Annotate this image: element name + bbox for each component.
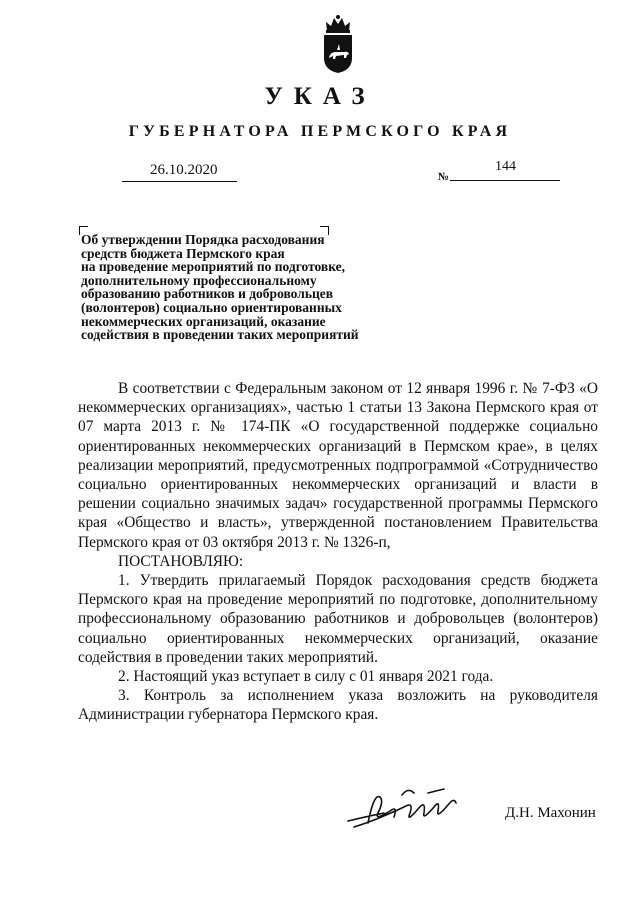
subject-line: (волонтеров) социально ориентированных (81, 299, 342, 315)
number-underline (450, 180, 560, 181)
preamble-paragraph: В соответствии с Федеральным законом от 12 января 1996 г. № 7-ФЗ «О некоммерческих организациях», частью 1 статьи 13 Закона Пермского края от 07 марта 2013 г. № 174-ПК «О государственной поддержке социально ориентированных некоммерческих организаций в Пермском крае», в целях реализации мероприятий, предусмотренных подпрограммой «Сотрудничество социально ориентированных некоммерческих организаций и власти в решении социально значимых задач» государственной программы Пермского края «Общество и власть», утвержденной постановлением Правительства Пермского края от 03 октября 2013 г. № 1326-п, (78, 380, 598, 551)
coat-of-arms-icon (318, 14, 358, 74)
date-underline (122, 181, 237, 182)
signer-name: Д.Н. Махонин (505, 805, 596, 821)
handwritten-signature (344, 783, 464, 831)
subject-line: образованию работников и добровольцев (81, 286, 334, 302)
subject-line: содействия в проведении таких мероприятий (81, 327, 359, 343)
document-subject (81, 233, 411, 342)
document-body (78, 379, 598, 725)
decree-item: 3. Контроль за исполнением указа возложить на руководителя Администрации губернатора Пермского края. (78, 687, 598, 724)
document-title: УКАЗ (264, 83, 376, 110)
decree-item: 2. Настоящий указ вступает в силу с 01 января 2021 года. (118, 668, 494, 686)
decree-word: ПОСТАНОВЛЯЮ: (118, 552, 244, 570)
number-sign: № (438, 171, 450, 183)
document-number: 144 (495, 159, 516, 174)
subject-line: на проведение мероприятий по подготовке, (81, 259, 346, 275)
subject-line: средств бюджета Пермского края (81, 245, 285, 261)
subject-line: Об утверждении Порядка расходования (81, 232, 325, 247)
decree-item: 1. Утвердить прилагаемый Порядок расходования средств бюджета Пермского края на проведение мероприятий по подготовке, дополнительному профессиональному образованию работников и добровольцев (волонтеров) социально ориентированных некоммерческих организаций, оказание содействия в проведении таких мероприятий. (78, 572, 598, 666)
subject-line: некоммерческих организаций, оказание (81, 313, 326, 329)
document-date: 26.10.2020 (150, 162, 218, 178)
document-issuer: ГУБЕРНАТОРА ПЕРМСКОГО КРАЯ (128, 123, 512, 140)
subject-line: дополнительному профессиональному (81, 272, 317, 288)
